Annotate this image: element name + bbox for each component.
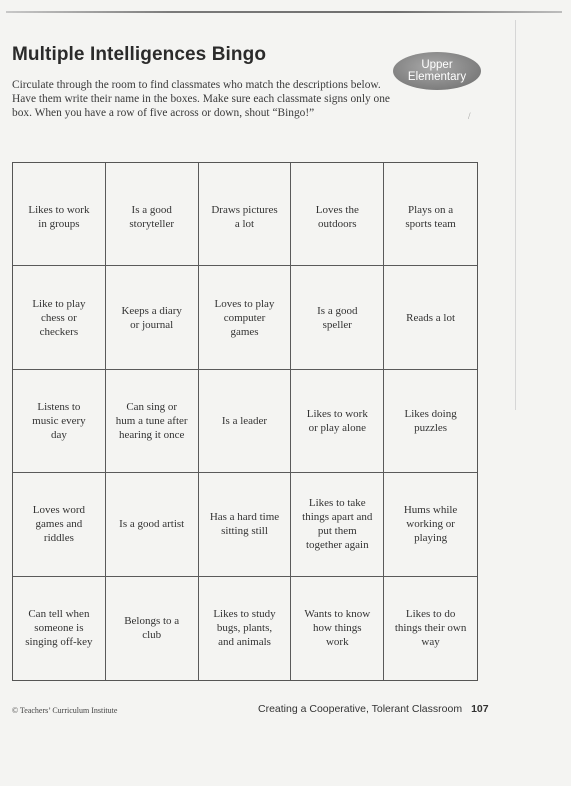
bingo-cell-text: Likes to work in groups xyxy=(28,204,90,230)
grade-level-badge xyxy=(393,52,481,90)
bingo-cell xyxy=(199,266,292,369)
bingo-cell xyxy=(291,266,384,369)
bingo-cell xyxy=(106,577,199,680)
bingo-cell xyxy=(384,266,477,369)
bingo-cell-text: Belongs to a club xyxy=(124,615,180,642)
bingo-cell xyxy=(106,370,199,473)
bingo-cell-text: Like to play chess or checkers xyxy=(32,297,86,338)
bingo-cell-text: Likes to work or play alone xyxy=(306,407,368,434)
bingo-cell xyxy=(199,473,292,576)
bingo-cell xyxy=(384,577,477,680)
section-footer xyxy=(258,703,489,715)
bingo-cell xyxy=(199,370,292,473)
bingo-cell-text: Draws pictures a lot xyxy=(211,204,278,230)
bingo-cell-text: Has a hard time sitting still xyxy=(209,511,280,538)
bingo-cell-text: Likes doing puzzles xyxy=(404,407,457,434)
bingo-cell-text: Likes to study bugs, plants, and animals xyxy=(213,608,276,649)
stray-mark: / xyxy=(468,111,471,121)
bingo-cell xyxy=(106,163,199,266)
bingo-cell-text: Can tell when someone is singing off-key xyxy=(25,608,93,649)
bingo-cell xyxy=(291,577,384,680)
bingo-cell xyxy=(291,163,384,266)
bingo-cell-text: Listens to music every day xyxy=(32,400,86,441)
publisher-credit: © Teachers’ Curriculum Institute xyxy=(12,706,118,715)
badge-line-1: Upper xyxy=(421,59,453,71)
bingo-grid xyxy=(12,162,478,681)
bingo-cell-text: Likes to take things apart and put them together again xyxy=(302,497,373,552)
bingo-cell xyxy=(199,163,292,266)
page-title: Multiple Intelligences Bingo xyxy=(12,44,267,65)
bingo-cell xyxy=(384,370,477,473)
bingo-cell xyxy=(199,577,292,680)
top-rule xyxy=(6,11,562,13)
bingo-cell-text: Loves to play computer games xyxy=(214,297,275,338)
bingo-cell-text: Is a leader xyxy=(221,414,268,427)
bingo-cell xyxy=(13,370,106,473)
bingo-cell xyxy=(13,266,106,369)
bingo-cell-text: Plays on a sports team xyxy=(405,204,456,230)
instructions: Circulate through the room to find classmates who match the descriptions below. Have them write their name in the boxes. Make sure each classmate signs only one box. When you have a row of five across or down, shout “Bingo!” xyxy=(12,79,390,119)
bingo-cell xyxy=(13,163,106,266)
bingo-cell xyxy=(106,473,199,576)
bingo-cell xyxy=(106,266,199,369)
bingo-cell-text: Reads a lot xyxy=(406,311,456,324)
bingo-cell-text: Can sing or hum a tune after hearing it once xyxy=(115,400,188,441)
bingo-cell-text: Loves word games and riddles xyxy=(32,504,86,545)
page-number: 107 xyxy=(471,703,489,715)
bingo-cell xyxy=(13,473,106,576)
bingo-cell-text: Keeps a diary or journal xyxy=(121,304,182,331)
bingo-cell xyxy=(384,163,477,266)
page-edge-line xyxy=(515,20,516,410)
bingo-cell-text: Wants to know how things work xyxy=(304,608,371,649)
bingo-cell xyxy=(291,473,384,576)
bingo-cell-text: Is a good speller xyxy=(317,304,358,331)
badge-line-2: Elementary xyxy=(407,71,467,83)
bingo-cell-text: Is a good artist xyxy=(119,518,185,531)
bingo-cell xyxy=(13,577,106,680)
section-title: Creating a Cooperative, Tolerant Classroom xyxy=(258,703,463,715)
bingo-cell-text: Loves the outdoors xyxy=(315,204,359,230)
bingo-cell-text: Hums while working or playing xyxy=(403,504,458,545)
bingo-cell-text: Likes to do things their own way xyxy=(394,608,467,649)
bingo-cell-text: Is a good storyteller xyxy=(129,204,174,230)
bingo-cell xyxy=(291,370,384,473)
bingo-cell xyxy=(384,473,477,576)
